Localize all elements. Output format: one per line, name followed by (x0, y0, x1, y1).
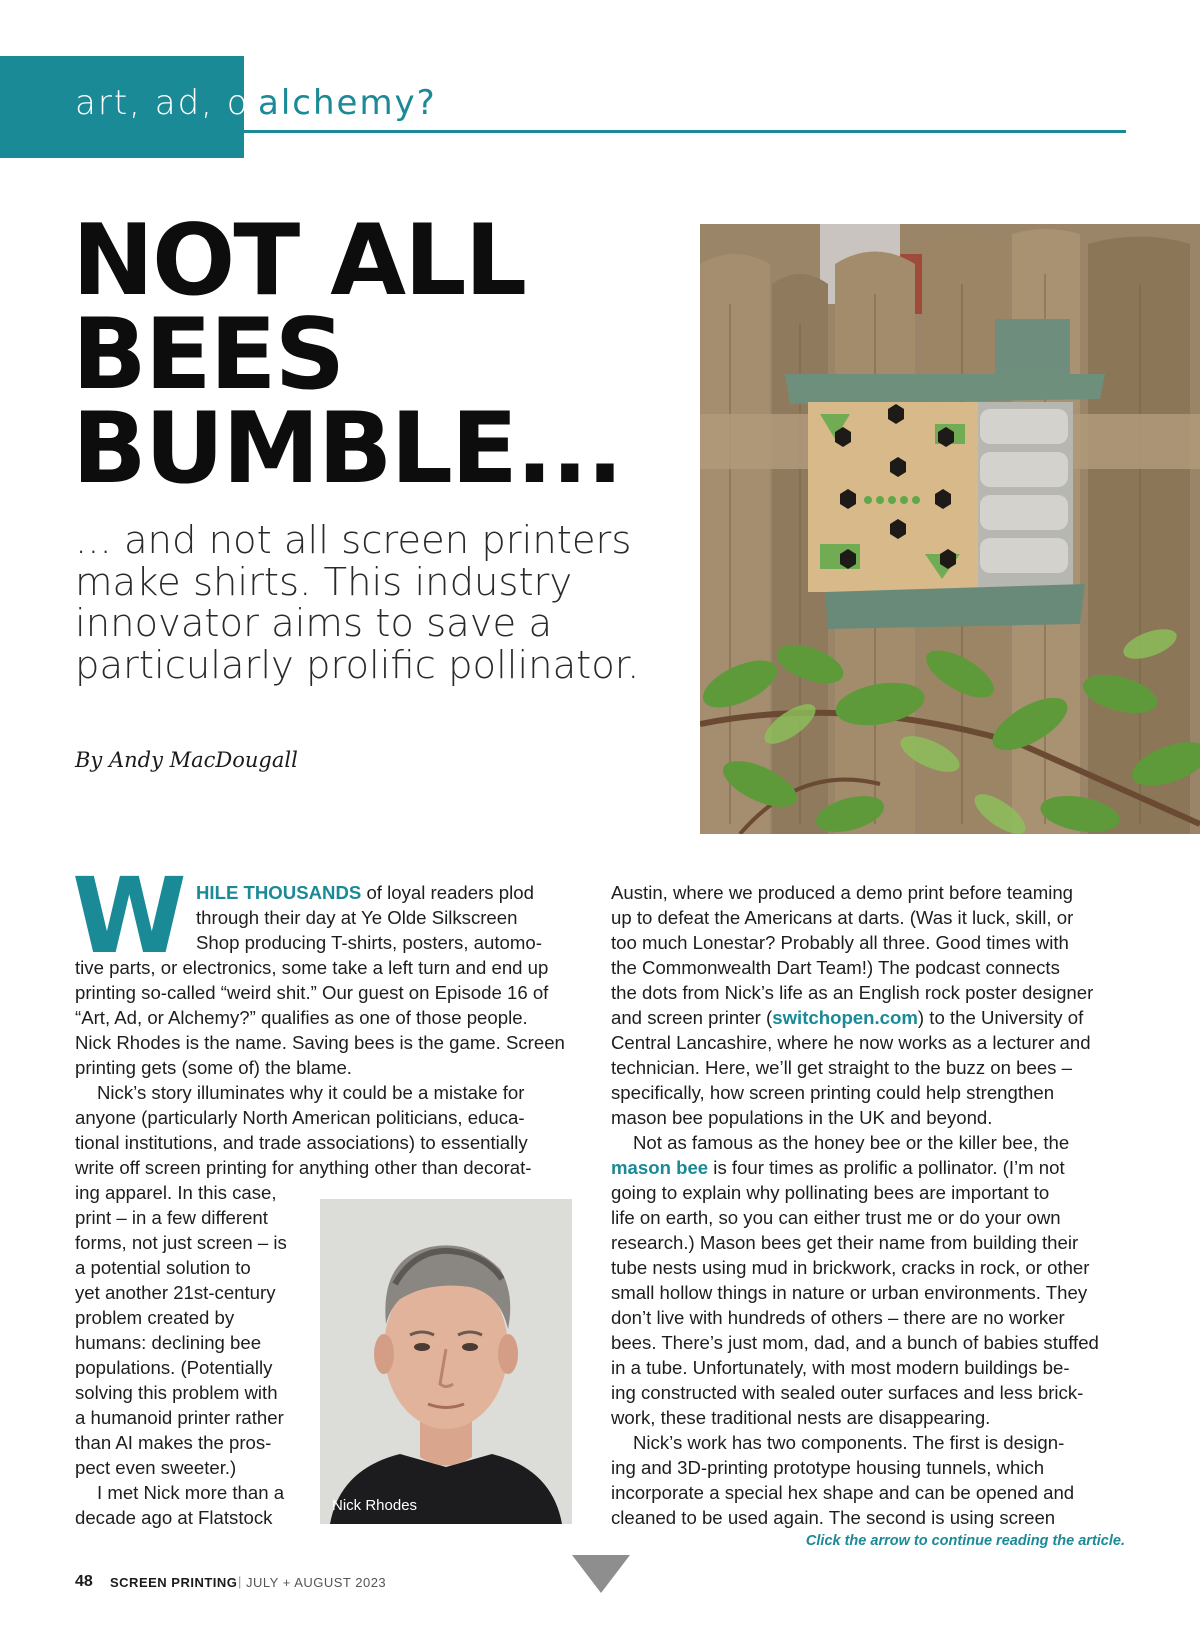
body-line: Not as famous as the honey bee or the killer bee, the (633, 1132, 1070, 1153)
body-line: bees. There’s just mom, dad, and a bunch of babies stuffed (611, 1332, 1099, 1353)
body-line: than AI makes the pros- (75, 1432, 272, 1453)
byline: By Andy MacDougall (75, 748, 298, 772)
body-line: forms, not just screen – is (75, 1232, 287, 1253)
body-line: Austin, where we produced a demo print before teaming (611, 882, 1074, 903)
header-rule (244, 130, 1126, 133)
body-line: research.) Mason bees get their name from building their (611, 1232, 1079, 1253)
body-line: too much Lonestar? Probably all three. Good times with (611, 932, 1069, 953)
body-line: Central Lancashire, where he now works as a lecturer and (611, 1032, 1091, 1053)
body-line: going to explain why pollinating bees are important to (611, 1182, 1050, 1203)
body-column-2 (611, 880, 1126, 1530)
section-title-right: alchemy? (258, 83, 437, 123)
headline (72, 204, 672, 506)
headline-line: BEES (72, 298, 344, 412)
body-line: cleaned to be used again. The second is using screen (611, 1507, 1056, 1528)
body-line: populations. (Potentially (75, 1357, 273, 1378)
bee-hotel-photo (700, 224, 1200, 834)
body-line (75, 880, 585, 905)
body-line: Nick’s story illuminates why it could be a mistake for (97, 1082, 525, 1103)
portrait-caption: Nick Rhodes (332, 1497, 418, 1514)
body-line: small hollow things in nature or urban environments. They (611, 1282, 1088, 1303)
footer-separator: | (238, 1574, 242, 1589)
body-line: incorporate a special hex shape and can be opened and (611, 1482, 1075, 1503)
body-line: problem created by (75, 1307, 235, 1328)
body-line: work, these traditional nests are disappearing. (611, 1407, 991, 1428)
body-line: solving this problem with (75, 1382, 278, 1403)
body-line (611, 1005, 1126, 1030)
headline-line: BUMBLE... (72, 392, 622, 506)
body-line: print – in a few different (75, 1207, 268, 1228)
continue-reading-note: Click the arrow to continue reading the article. (805, 1533, 1125, 1549)
footer-magazine-name: SCREEN PRINTING (110, 1575, 238, 1590)
deck-line: innovator aims to save a (75, 601, 553, 646)
body-line: I met Nick more than a (97, 1482, 285, 1503)
body-text: of loyal readers plod (361, 882, 534, 903)
body-line: humans: declining bee (75, 1332, 262, 1353)
page-number: 48 (75, 1573, 93, 1590)
body-line: pect even sweeter.) (75, 1457, 237, 1478)
body-text: ) to the University of (917, 1007, 1084, 1028)
headline-line: NOT ALL (72, 204, 526, 318)
body-line: decade ago at Flatstock (75, 1507, 273, 1528)
body-line (611, 1155, 1126, 1180)
body-line: life on earth, so you can either trust me or do your own (611, 1207, 1061, 1228)
body-line: in a tube. Unfortunately, with most modern buildings be- (611, 1357, 1070, 1378)
body-line: ing constructed with sealed outer surfaces and less brick- (611, 1382, 1084, 1403)
deck-line: make shirts. This industry (75, 559, 573, 605)
body-line: don’t live with hundreds of others – there are no worker (611, 1307, 1065, 1328)
body-line: ing apparel. In this case, (75, 1182, 277, 1203)
body-text: and screen printer ( (611, 1007, 773, 1028)
deck-line: ... and not all screen printers (75, 518, 632, 563)
body-line: mason bee populations in the UK and beyond. (611, 1107, 993, 1128)
body-line: a humanoid printer rather (75, 1407, 284, 1428)
body-column-1-wrap (75, 1180, 310, 1530)
body-line: technician. Here, we’ll get straight to the buzz on bees – (611, 1057, 1072, 1078)
body-line: tube nests using mud in brickwork, cracks in rock, or other (611, 1257, 1090, 1278)
body-line: ing and 3D-printing prototype housing tunnels, which (611, 1457, 1045, 1478)
switchopen-link[interactable]: switchopen.com (772, 1007, 918, 1028)
body-line: Nick’s work has two components. The first is design- (633, 1432, 1065, 1453)
body-line: the Commonwealth Dart Team!) The podcast connects (611, 957, 1060, 978)
body-line: up to defeat the Americans at darts. (Was it luck, skill, or (611, 907, 1074, 928)
body-line: “Art, Ad, or Alchemy?” qualifies as one of those people. (75, 1007, 528, 1028)
body-line: anyone (particularly North American politicians, educa- (75, 1107, 525, 1128)
down-triangle-arrow-icon[interactable] (572, 1555, 630, 1593)
lead-in: HILE THOUSANDS (196, 882, 362, 903)
deck-line: particularly prolific pollinator. (75, 642, 640, 688)
body-line: yet another 21st-century (75, 1282, 276, 1303)
body-line: tive parts, or electronics, some take a left turn and end up (75, 957, 549, 978)
body-line: Shop producing T-shirts, posters, automo- (196, 932, 542, 953)
body-line: printing gets (some of) the blame. (75, 1057, 352, 1078)
mason-bee-link[interactable]: mason bee (611, 1157, 709, 1178)
body-line: write off screen printing for anything other than decorat- (75, 1157, 532, 1178)
deck (75, 520, 675, 686)
body-line: tional institutions, and trade associations) to essentially (75, 1132, 528, 1153)
nick-rhodes-portrait (320, 1199, 572, 1524)
body-line: printing so-called “weird shit.” Our guest on Episode 16 of (75, 982, 549, 1003)
body-line: through their day at Ye Olde Silkscreen (196, 907, 518, 928)
body-line: specifically, how screen printing could help strengthen (611, 1082, 1055, 1103)
body-line: a potential solution to (75, 1257, 251, 1278)
section-title-left: art, ad, or (75, 83, 266, 123)
body-line: the dots from Nick’s life as an English rock poster designer (611, 982, 1094, 1003)
footer-issue-date: JULY + AUGUST 2023 (246, 1575, 387, 1590)
body-line: Nick Rhodes is the name. Saving bees is the game. Screen (75, 1032, 565, 1053)
body-text: is four times as prolific a pollinator. (I’m not (708, 1157, 1065, 1178)
drop-cap: W (72, 855, 187, 977)
body-column-1 (75, 880, 585, 1180)
